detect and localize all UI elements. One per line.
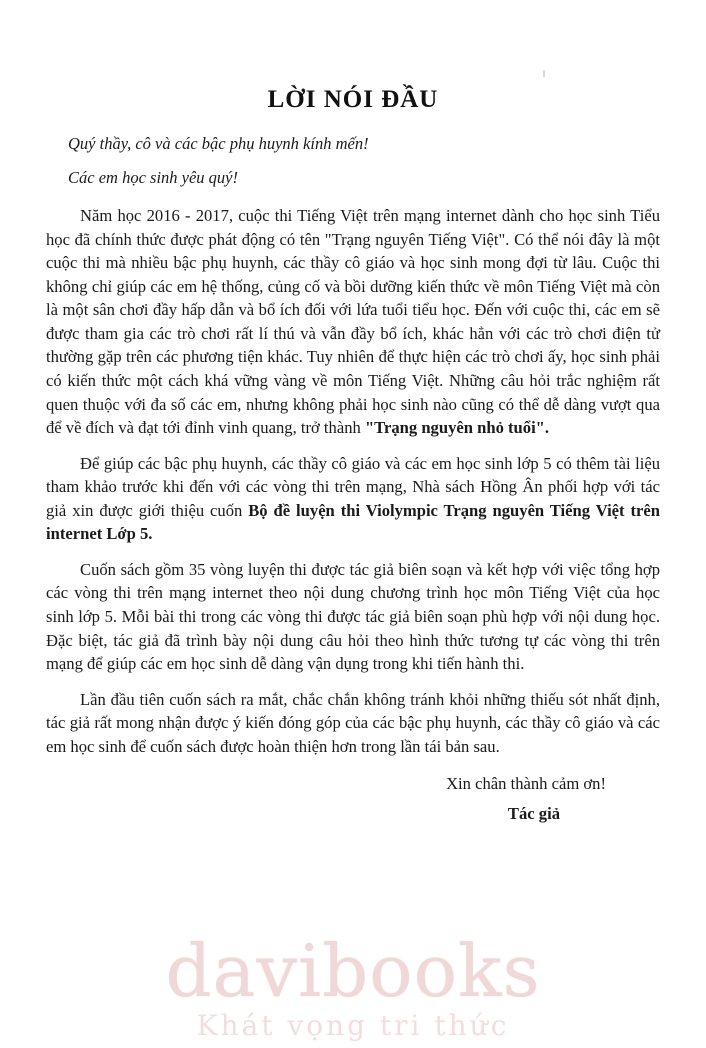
paragraph-3	[46, 558, 660, 676]
closing-line: Xin chân thành cảm ơn!	[446, 774, 606, 794]
paragraph-1-text: Năm học 2016 - 2017, cuộc thi Tiếng Việt trên mạng internet dành cho học sinh Tiểu học đã chính thức được phát động có tên "Trạng nguyên Tiếng Việt". Có thể nói đây là một cuộc thi mà nhiều bậc phụ huynh, các thầy cô giáo và học sinh mong đợi từ lâu. Cuộc thi không chỉ giúp các em hệ thống, củng cố và bồi dưỡng kiến thức về môn Tiếng Việt mà còn là một sân chơi đầy hấp dẫn và bổ ích đối với lứa tuổi tiểu học. Đến với cuộc thi, các em sẽ được tham gia các trò chơi rất lí thú và vẫn đầy bổ ích, khác hẳn với các trò chơi điện tử thường gặp trên các phương tiện khác. Tuy nhiên để thực hiện các trò chơi ấy, học sinh phải có kiến thức một cách khá vững vàng về môn Tiếng Việt. Những câu hỏi trắc nghiệm rất quen thuộc với đa số các em, nhưng không phải học sinh nào cũng có thể dễ dàng vượt qua để về đích và đạt tới đỉnh vinh quang, trở thành	[46, 206, 660, 438]
paragraph-2-book-title: Bộ đề luyện thi Violympic Trạng nguyên Tiếng Việt trên internet Lớp 5.	[46, 500, 660, 544]
page-speck	[543, 70, 545, 77]
paragraph-2	[46, 452, 660, 546]
watermark-tagline: Khát vọng tri thức	[196, 1009, 510, 1042]
salutation-teachers-parents: Quý thầy, cô và các bậc phụ huynh kính mến!	[68, 134, 369, 153]
paragraph-3-text: Cuốn sách gồm 35 vòng luyện thi được tác giả biên soạn và kết hợp với việc tổng hợp các vòng thi trên mạng internet theo nội dung chương trình học môn Tiếng Việt của học sinh lớp 5. Mỗi bài thi trong các vòng thi được tác giả biên soạn phù hợp với nội dung học. Đặc biệt, tác giả đã trình bày nội dung câu hỏi theo hình thức tương tự các vòng thi trên mạng để giúp các em học sinh dễ dàng vận dụng trong khi tiến hành thi.	[46, 559, 660, 674]
page-title: LỜI NÓI ĐẦU	[267, 86, 439, 113]
paragraph-4-text: Lần đầu tiên cuốn sách ra mắt, chắc chắn không tránh khỏi những thiếu sót nhất định, tác giả rất mong nhận được ý kiến đóng góp của các bậc phụ huynh, các thầy cô giáo và các em học sinh để cuốn sách được hoàn thiện hơn trong lần tái bản sau.	[46, 689, 660, 756]
paragraph-4	[46, 688, 660, 759]
signature-line: Tác giả	[507, 804, 560, 824]
paragraph-1	[46, 204, 660, 440]
watermark-brand: davibooks	[165, 929, 541, 1013]
paragraph-2-text: Để giúp các bậc phụ huynh, các thầy cô giáo và các em học sinh lớp 5 có thêm tài liệu tham khảo trước khi đến với các vòng thi trên mạng, Nhà sách Hồng Ân phối hợp với tác giả xin được giới thiệu cuốn	[46, 453, 660, 520]
salutation-students: Các em học sinh yêu quý!	[68, 168, 238, 187]
paragraph-1-bold-phrase: "Trạng nguyên nhỏ tuổi".	[364, 418, 550, 438]
